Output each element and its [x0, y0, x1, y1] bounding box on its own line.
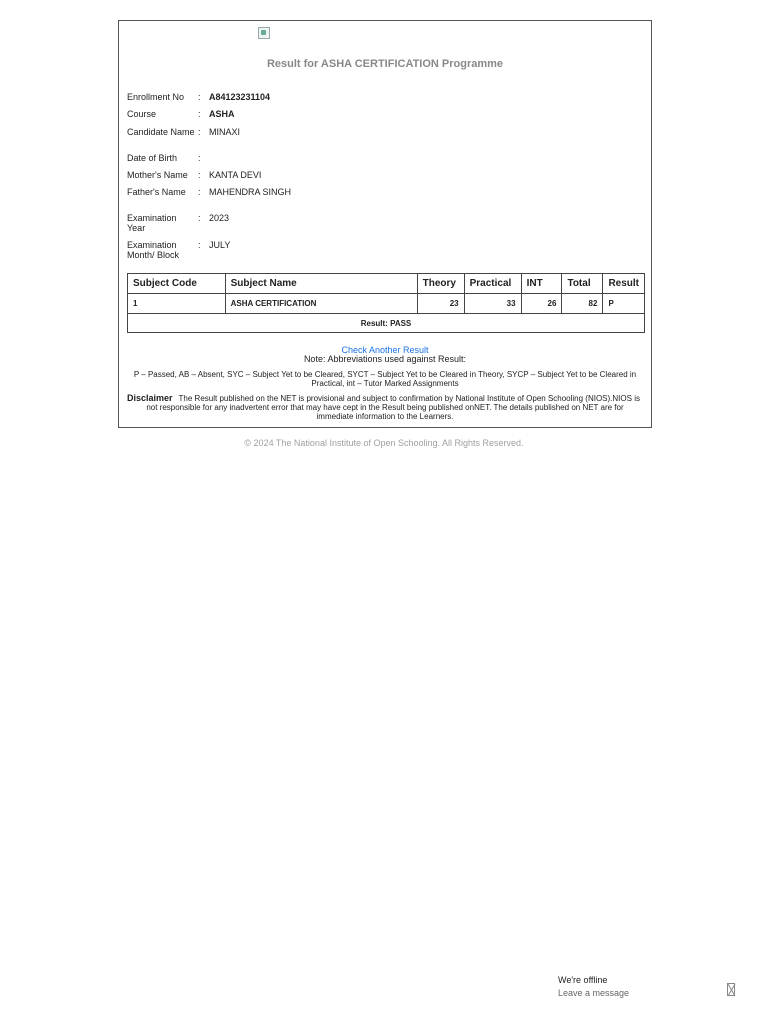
- disclaimer-text: The Result published on the NET is provisional and subject to confirmation by National Institute of Open Schooling (NIOS).NIOS is not responsible for any inadvertent error that may have cept in the Result being published onNET. The details published on NET are for immediate information to the Learners.: [146, 394, 640, 421]
- cell-subject-name: ASHA CERTIFICATION: [225, 294, 417, 314]
- candidate-label: Candidate Name: [127, 127, 195, 137]
- colon: :: [198, 153, 201, 163]
- exam-month-label: [127, 240, 197, 260]
- enrollment-value: A84123231104: [209, 92, 271, 102]
- overall-result: Result: PASS: [128, 314, 645, 333]
- header-theory: Theory: [417, 274, 464, 294]
- dob-label: Date of Birth: [127, 153, 178, 163]
- copyright-footer: © 2024 The National Institute of Open Schooling. All Rights Reserved.: [244, 438, 524, 448]
- exam-month-label-line2: Month/ Block: [127, 250, 180, 260]
- colon: :: [198, 187, 201, 197]
- cell-subject-code: 1: [128, 294, 226, 314]
- header-subject-name: Subject Name: [225, 274, 417, 294]
- colon: :: [198, 109, 201, 119]
- exam-year-label: [127, 213, 197, 233]
- check-another-result-link[interactable]: Check Another Result: [341, 345, 429, 355]
- exam-year-label-line1: Examination: [127, 213, 177, 223]
- overall-result-row: [128, 314, 645, 333]
- exam-year-label-line2: Year: [127, 223, 146, 233]
- abbreviation-note: Note: Abbreviations used against Result:: [303, 354, 467, 364]
- enrollment-label: Enrollment No: [127, 92, 185, 102]
- cell-int: 26: [521, 294, 562, 314]
- header-practical: Practical: [464, 274, 521, 294]
- table-row: [128, 294, 645, 314]
- cell-theory: 23: [417, 294, 464, 314]
- exam-month-value: JULY: [209, 240, 231, 250]
- colon: :: [198, 127, 201, 137]
- cell-result: P: [603, 294, 645, 314]
- cell-practical: 33: [464, 294, 521, 314]
- header-int: INT: [521, 274, 562, 294]
- father-label: Father's Name: [127, 187, 186, 197]
- chat-widget-title: We're offline: [558, 975, 608, 985]
- colon: :: [198, 92, 201, 102]
- father-value: MAHENDRA SINGH: [209, 187, 292, 197]
- colon: :: [198, 213, 201, 223]
- course-value: ASHA: [209, 109, 235, 119]
- chat-toggle-icon[interactable]: [727, 983, 735, 996]
- mother-value: KANTA DEVI: [209, 170, 262, 180]
- exam-month-label-line1: Examination: [127, 240, 177, 250]
- cell-total: 82: [562, 294, 603, 314]
- table-header-row: [128, 274, 645, 294]
- page-title: Result for ASHA CERTIFICATION Programme: [266, 58, 504, 70]
- colon: :: [198, 170, 201, 180]
- disclaimer: [127, 394, 643, 421]
- disclaimer-label: Disclaimer: [127, 393, 173, 403]
- colon: :: [198, 240, 201, 250]
- header-subject-code: Subject Code: [128, 274, 226, 294]
- course-label: Course: [127, 109, 157, 119]
- abbreviation-legend: P – Passed, AB – Absent, SYC – Subject Yet to be Cleared, SYCT – Subject Yet to be Cleared in Theory, SYCP – Subject Yet to be Cleared in Practical, int – Tutor Marked Assignments: [133, 370, 637, 388]
- header-result: Result: [603, 274, 645, 294]
- chat-widget-subtitle[interactable]: Leave a message: [558, 988, 630, 998]
- result-card: [118, 20, 652, 428]
- candidate-value: MINAXI: [209, 127, 241, 137]
- mother-label: Mother's Name: [127, 170, 188, 180]
- header-total: Total: [562, 274, 603, 294]
- exam-year-value: 2023: [209, 213, 230, 223]
- chat-widget[interactable]: [558, 975, 629, 998]
- broken-image-icon: [258, 27, 270, 39]
- marks-table: [127, 273, 645, 333]
